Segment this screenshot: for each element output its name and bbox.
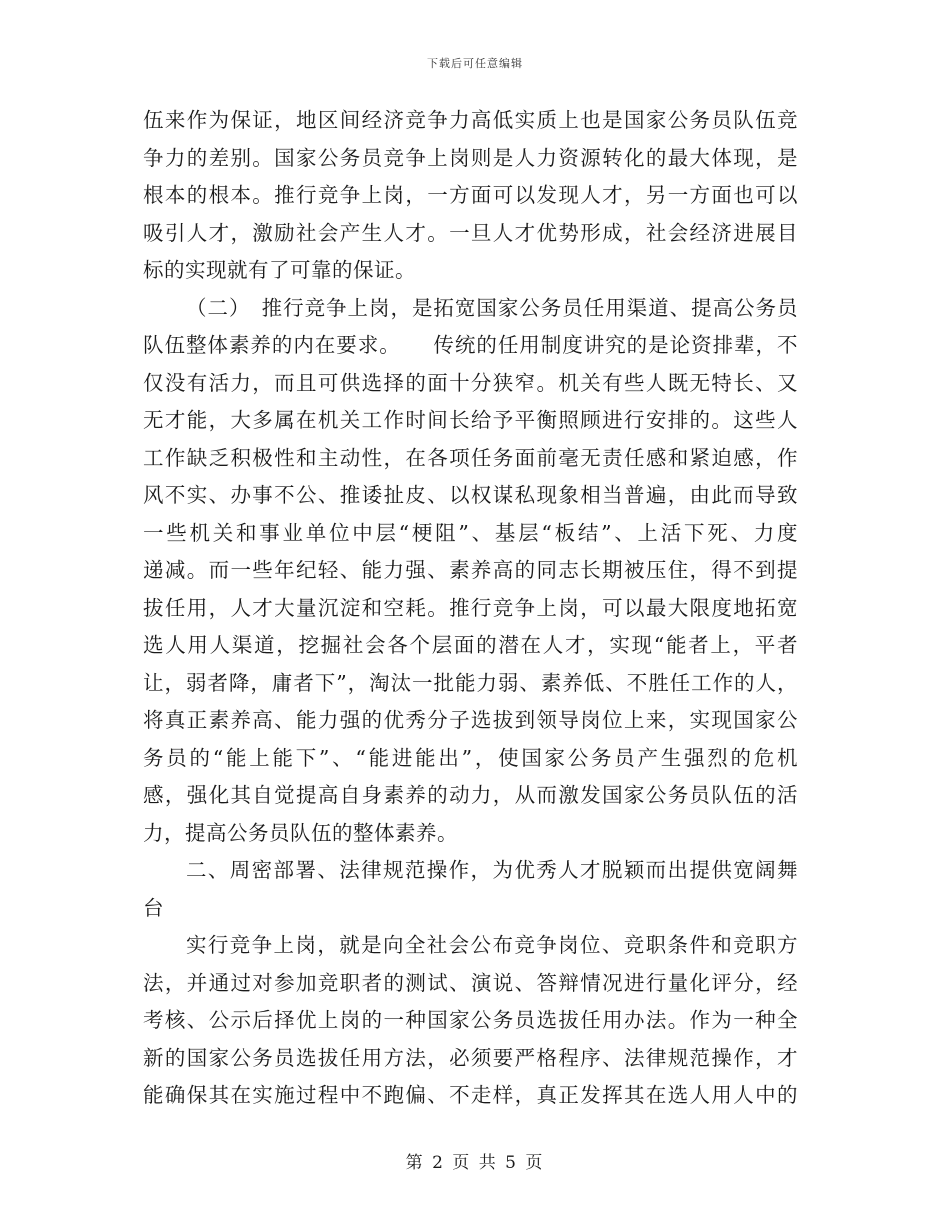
page-header: 下载后可任意编辑 xyxy=(427,57,523,70)
page-footer: 第 2 页 共 5 页 xyxy=(405,1153,545,1173)
text-line: 一些机关和事业单位中层“梗阻”、基层“板结”、上活下死、力度 xyxy=(143,520,798,545)
text-line: 吸引人才，激励社会产生人才。一旦人才优势形成，社会经济进展目 xyxy=(143,220,798,245)
text-line: 让，弱者降，庸者下”，淘汰一批能力弱、素养低、不胜任工作的人， xyxy=(143,670,798,695)
text-line: 队伍整体素养的内在要求。 传统的任用制度讲究的是论资排辈，不 xyxy=(143,333,798,357)
text-line: 根本的根本。推行竞争上岗，一方面可以发现人才，另一方面也可以 xyxy=(143,183,798,207)
text-line: 递减。而一些年纪轻、能力强、素养高的同志长期被压住，得不到提 xyxy=(143,558,798,582)
document-body xyxy=(143,102,798,1115)
text-line: 感，强化其自觉提高自身素养的动力，从而激发国家公务员队伍的活 xyxy=(143,783,798,807)
text-line: 选人用人渠道，挖掘社会各个层面的潜在人才，实现“能者上，平者 xyxy=(143,633,798,657)
text-line: 无才能，大多属在机关工作时间长给予平衡照顾进行安排的。这些人 xyxy=(143,408,798,432)
section-heading-line: 台 xyxy=(143,895,164,920)
text-line: 风不实、办事不公、推诿扯皮、以权谋私现象相当普遍，由此而导致 xyxy=(143,483,798,507)
text-line: 将真正素养高、能力强的优秀分子选拔到领导岗位上来，实现国家公 xyxy=(143,708,798,732)
text-line: 力，提高公务员队伍的整体素养。 xyxy=(143,820,458,845)
text-line: 法，并通过对参加竞职者的测试、演说、答辩情况进行量化评分，经 xyxy=(143,970,798,995)
text-line: 新的国家公务员选拔任用方法，必须要严格程序、法律规范操作，才 xyxy=(143,1045,798,1070)
text-line: 考核、公示后择优上岗的一种国家公务员选拔任用办法。作为一种全 xyxy=(143,1008,798,1032)
text-line: 伍来作为保证，地区间经济竞争力高低实质上也是国家公务员队伍竞 xyxy=(143,108,798,132)
text-line: 争力的差别。国家公务员竞争上岗则是人力资源转化的最大体现，是 xyxy=(143,145,798,170)
text-line: 仅没有活力，而且可供选择的面十分狭窄。机关有些人既无特长、又 xyxy=(143,370,798,395)
text-line: 标的实现就有了可靠的保证。 xyxy=(143,258,416,282)
text-line: 工作缺乏积极性和主动性，在各项任务面前毫无责任感和紧迫感，作 xyxy=(143,445,798,470)
text-line: 实行竞争上岗，就是向全社会公布竞争岗位、竞职条件和竞职方 xyxy=(186,933,798,957)
text-line: 拔任用，人才大量沉淀和空耗。推行竞争上岗，可以最大限度地拓宽 xyxy=(143,595,798,620)
section-heading-line: （二） 推行竞争上岗，是拓宽国家公务员任用渠道、提高公务员 xyxy=(186,295,798,320)
text-line: 务员的“能上能下”、“能进能出”，使国家公务员产生强烈的危机 xyxy=(143,745,798,770)
text-line: 能确保其在实施过程中不跑偏、不走样，真正发挥其在选人用人中的 xyxy=(143,1083,798,1107)
section-heading-line: 二、周密部署、法律规范操作，为优秀人才脱颖而出提供宽阔舞 xyxy=(186,858,798,882)
